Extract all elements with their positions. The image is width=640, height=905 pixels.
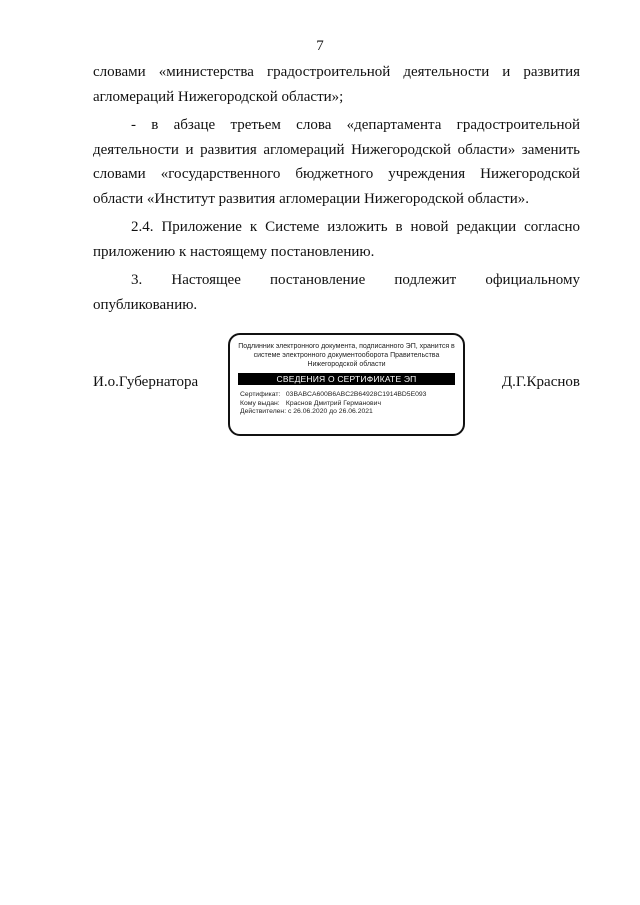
stamp-certificate-value: 03BABCA600B6ABC2B64928C1914BD5E093	[285, 391, 427, 398]
paragraph-4	[93, 268, 580, 317]
paragraph-4-line-1: 3. Настоящее постановление подлежит официальному	[131, 272, 580, 288]
paragraph-3: 2.4. Приложение к Системе изложить в новой редакции согласно приложению к настоящему постановлению.	[93, 219, 580, 260]
paragraph-1	[93, 60, 580, 109]
stamp-fields	[240, 391, 453, 417]
stamp-header: СВЕДЕНИЯ О СЕРТИФИКАТЕ ЭП	[238, 373, 455, 385]
document-body	[93, 60, 580, 321]
stamp-note: Подлинник электронного документа, подписанного ЭП, хранится в системе электронного документооборота Правительства Нижегородской области	[238, 343, 455, 368]
stamp-issued-to-label: Кому выдан:	[240, 399, 280, 407]
stamp-certificate-row	[240, 391, 453, 400]
signatory-title: И.о.Губернатора	[93, 374, 199, 390]
stamp-valid-value: с 26.06.2020 до 26.06.2021	[287, 408, 373, 416]
signatory-name: Д.Г.Краснов	[501, 374, 580, 390]
page-number: 7	[316, 38, 324, 54]
paragraph-4-line-2: опубликованию.	[93, 296, 198, 313]
paragraph-1-line-2: агломераций Нижегородской области»;	[93, 88, 344, 105]
paragraph-1-line-1: словами «министерства градостроительной деятельности и развития	[93, 64, 580, 80]
stamp-issued-to-value: Краснов Дмитрий Германович	[285, 399, 382, 407]
paragraph-2: - в абзаце третьем слова «департамента градостроительной деятельности и развития агломераций Нижегородской области» заменить словами «государственного бюджетного учреждения Нижегородской области «Институт развития агломерации Нижегородской области».	[93, 117, 580, 207]
stamp-valid-label: Действителен:	[240, 408, 287, 416]
signature-block	[93, 333, 580, 437]
electronic-signature-stamp	[228, 333, 465, 436]
stamp-valid-row	[240, 408, 453, 417]
stamp-certificate-label: Сертификат:	[240, 391, 281, 398]
stamp-issued-to-row	[240, 400, 453, 409]
